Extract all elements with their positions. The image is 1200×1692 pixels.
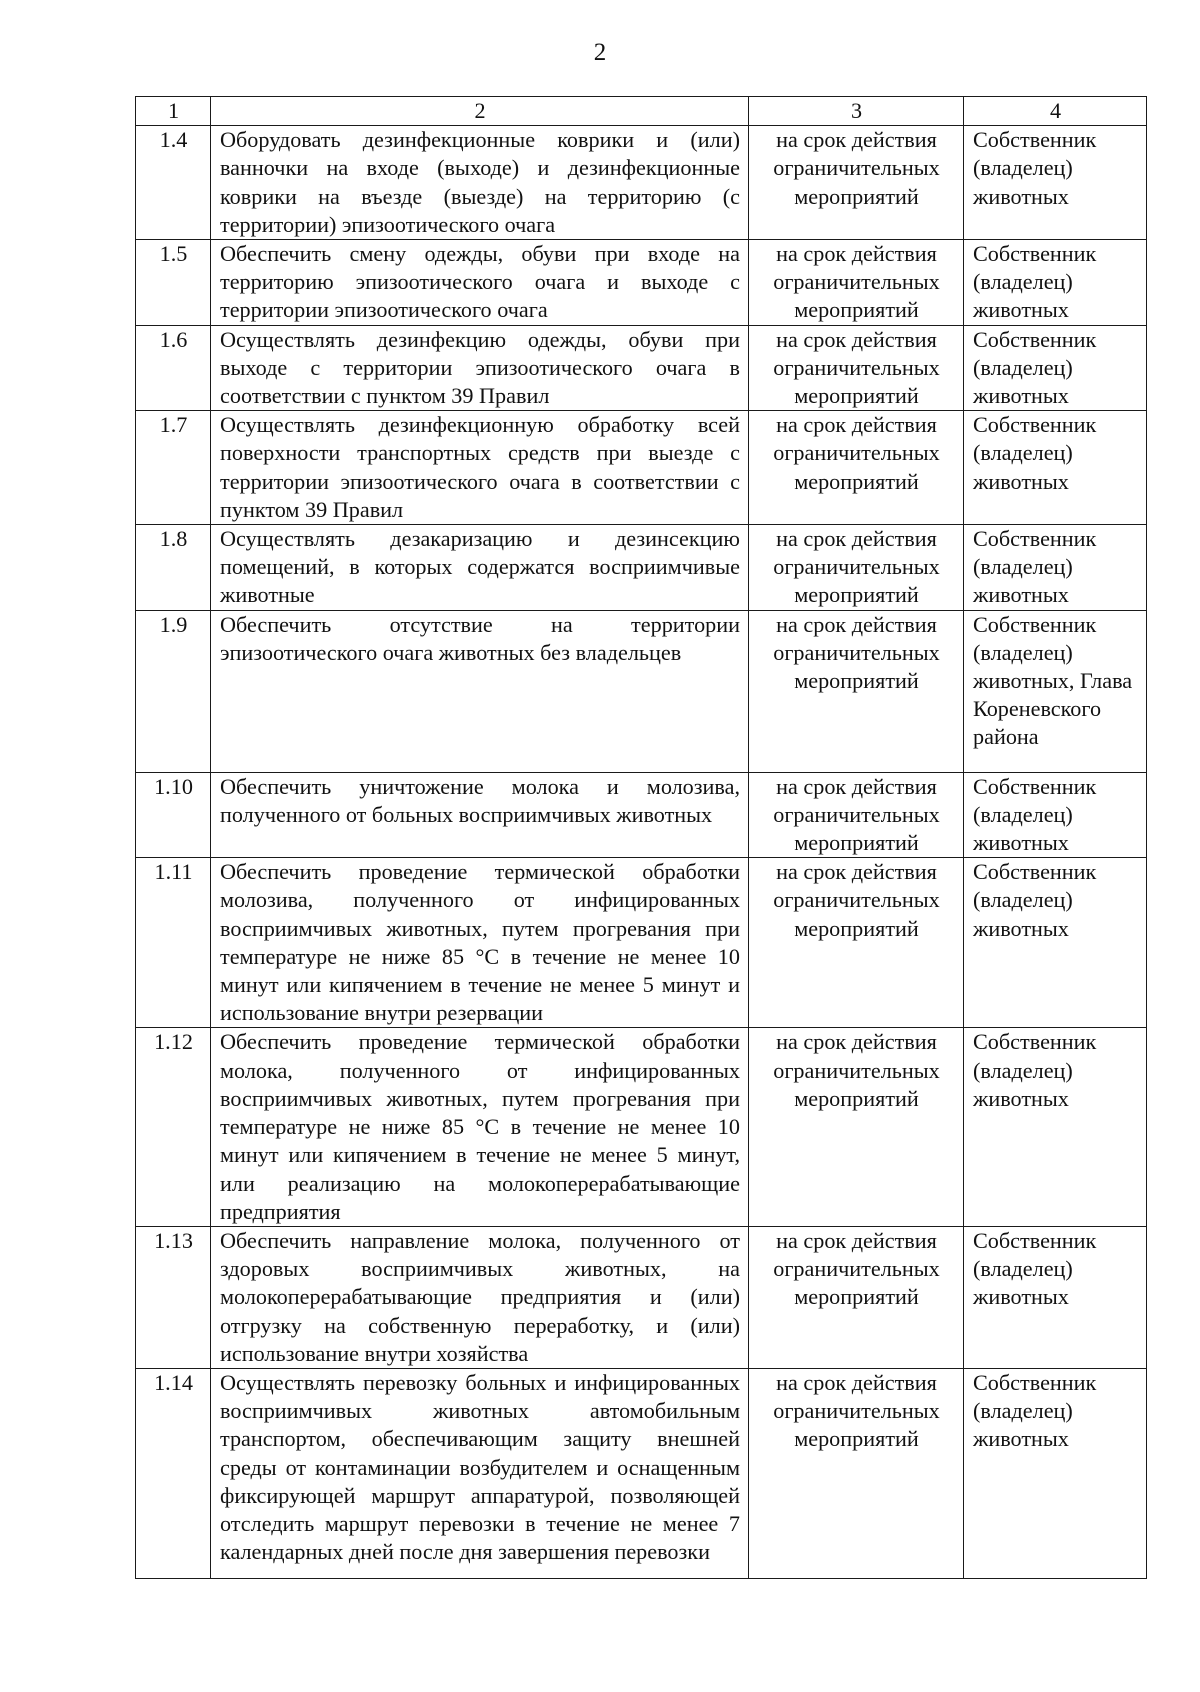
row-responsible: Собственник (владелец) животных xyxy=(964,772,1147,858)
row-measure: Осуществлять дезинфекционную обработку всей поверхности транспортных средств при выезде с территории эпизоотического очага в соответствии с пунктом 39 Правил xyxy=(211,411,749,525)
table-row xyxy=(136,610,1147,772)
row-responsible: Собственник (владелец) животных xyxy=(964,858,1147,1028)
row-number: 1.7 xyxy=(136,411,211,525)
row-number: 1.6 xyxy=(136,325,211,411)
row-responsible: Собственник (владелец) животных xyxy=(964,1368,1147,1578)
row-measure: Осуществлять перевозку больных и инфицированных восприимчивых животных автомобильным транспортом, обеспечивающим защиту внешней среды от контаминации возбудителем и оснащенным фиксирующей маршрут аппаратурой, позволяющей отследить маршрут перевозки в течение не менее 7 календарных дней после дня завершения перевозки xyxy=(211,1368,749,1578)
page-number: 2 xyxy=(593,39,607,66)
table-row xyxy=(136,772,1147,858)
table-row xyxy=(136,858,1147,1028)
row-term: на срок действия ограничительных мероприятий xyxy=(749,1028,964,1226)
measures-table xyxy=(135,96,1147,1579)
row-measure: Оборудовать дезинфекционные коврики и (или) ванночки на входе (выходе) и дезинфекционные коврики на въезде (выезде) на территорию (с территории) эпизоотического очага xyxy=(211,126,749,240)
row-number: 1.8 xyxy=(136,525,211,611)
header-col-number: 1 xyxy=(136,97,211,126)
row-number: 1.12 xyxy=(136,1028,211,1226)
row-measure: Обеспечить отсутствие на территории эпизоотического очага животных без владельцев xyxy=(211,610,749,772)
header-col-responsible: 4 xyxy=(964,97,1147,126)
row-responsible: Собственник (владелец) животных xyxy=(964,1028,1147,1226)
row-responsible: Собственник (владелец) животных xyxy=(964,240,1147,326)
row-responsible: Собственник (владелец) животных xyxy=(964,525,1147,611)
row-term: на срок действия ограничительных мероприятий xyxy=(749,525,964,611)
row-number: 1.9 xyxy=(136,610,211,772)
table-row xyxy=(136,1226,1147,1368)
row-number: 1.5 xyxy=(136,240,211,326)
row-measure: Обеспечить направление молока, полученного от здоровых восприимчивых животных, на молокоперерабатывающие предприятия и (или) отгрузку на собственную переработку, и (или) использование внутри хозяйства xyxy=(211,1226,749,1368)
row-term: на срок действия ограничительных мероприятий xyxy=(749,411,964,525)
row-term: на срок действия ограничительных мероприятий xyxy=(749,858,964,1028)
row-measure: Обеспечить смену одежды, обуви при входе на территорию эпизоотического очага и выходе с территории эпизоотического очага xyxy=(211,240,749,326)
row-number: 1.14 xyxy=(136,1368,211,1578)
row-term: на срок действия ограничительных мероприятий xyxy=(749,325,964,411)
row-number: 1.10 xyxy=(136,772,211,858)
table-row xyxy=(136,126,1147,240)
row-term: на срок действия ограничительных мероприятий xyxy=(749,126,964,240)
row-term: на срок действия ограничительных мероприятий xyxy=(749,772,964,858)
row-responsible: Собственник (владелец) животных xyxy=(964,325,1147,411)
row-measure: Обеспечить уничтожение молока и молозива, полученного от больных восприимчивых животных xyxy=(211,772,749,858)
table-row xyxy=(136,325,1147,411)
table-row xyxy=(136,1028,1147,1226)
row-measure: Обеспечить проведение термической обработки молозива, полученного от инфицированных восприимчивых животных, путем прогревания при температуре не ниже 85 °С в течение не менее 10 минут или кипячением в течение не менее 5 минут и использование внутри резервации xyxy=(211,858,749,1028)
row-responsible: Собственник (владелец) животных, Глава Кореневского района xyxy=(964,610,1147,772)
table-header-row xyxy=(136,97,1147,126)
row-measure: Осуществлять дезакаризацию и дезинсекцию помещений, в которых содержатся восприимчивые животные xyxy=(211,525,749,611)
row-number: 1.13 xyxy=(136,1226,211,1368)
row-term: на срок действия ограничительных мероприятий xyxy=(749,240,964,326)
row-measure: Осуществлять дезинфекцию одежды, обуви при выходе с территории эпизоотического очага в соответствии с пунктом 39 Правил xyxy=(211,325,749,411)
table-row xyxy=(136,240,1147,326)
row-measure: Обеспечить проведение термической обработки молока, полученного от инфицированных восприимчивых животных, путем прогревания при температуре не ниже 85 °С в течение не менее 10 минут или кипячением в течение не менее 5 минут, или реализацию на молокоперерабатывающие предприятия xyxy=(211,1028,749,1226)
row-term: на срок действия ограничительных мероприятий xyxy=(749,1368,964,1578)
table-row xyxy=(136,411,1147,525)
row-term: на срок действия ограничительных мероприятий xyxy=(749,610,964,772)
table-row xyxy=(136,525,1147,611)
row-responsible: Собственник (владелец) животных xyxy=(964,126,1147,240)
row-number: 1.11 xyxy=(136,858,211,1028)
header-col-term: 3 xyxy=(749,97,964,126)
row-term: на срок действия ограничительных мероприятий xyxy=(749,1226,964,1368)
row-responsible: Собственник (владелец) животных xyxy=(964,411,1147,525)
header-col-measure: 2 xyxy=(211,97,749,126)
row-number: 1.4 xyxy=(136,126,211,240)
table-row xyxy=(136,1368,1147,1578)
row-responsible: Собственник (владелец) животных xyxy=(964,1226,1147,1368)
